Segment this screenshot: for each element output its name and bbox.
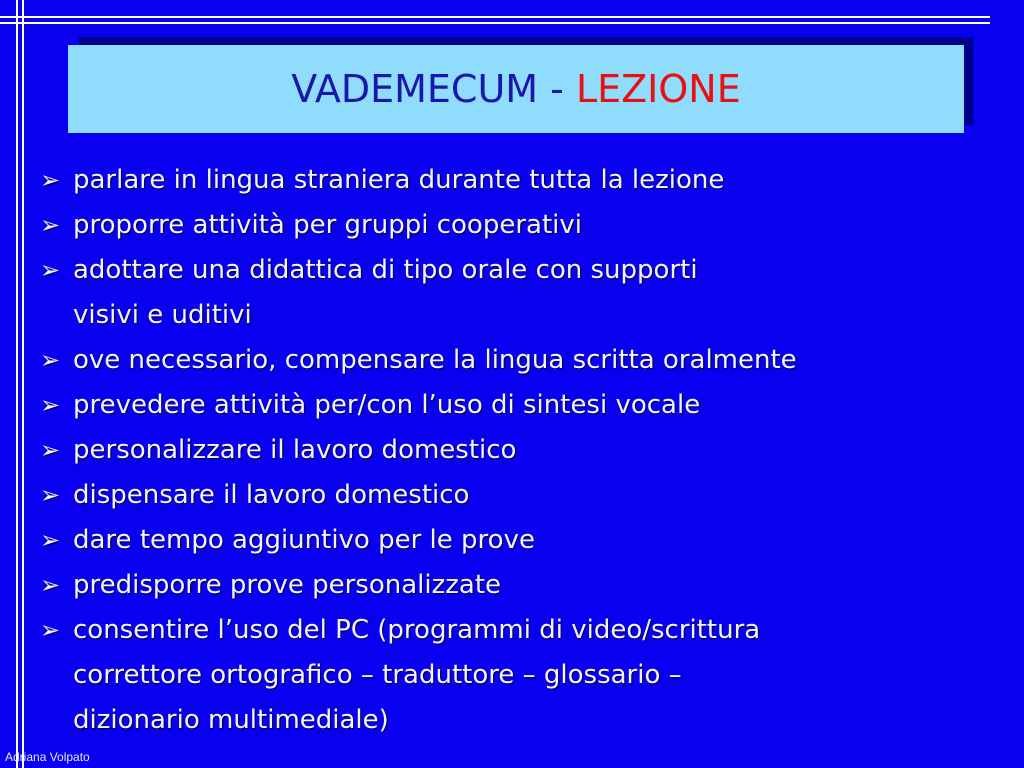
list-item-text: adottare una didattica di tipo orale con supporti (73, 255, 698, 285)
decorative-line-left (16, 0, 18, 768)
arrow-bullet-icon: ➢ (40, 256, 61, 284)
title-main: VADEMECUM (291, 67, 539, 111)
list-item-text: proporre attività per gruppi cooperativi (73, 210, 582, 240)
list-item-continuation-text: visivi e uditivi (73, 300, 252, 330)
title-separator: - (538, 67, 576, 111)
arrow-bullet-icon: ➢ (40, 571, 61, 599)
arrow-bullet-icon: ➢ (40, 211, 61, 239)
list-item-continuation-text: correttore ortografico – traduttore – glossario – (73, 660, 682, 690)
arrow-bullet-icon: ➢ (40, 166, 61, 194)
slide-title (291, 67, 741, 111)
arrow-bullet-icon: ➢ (40, 481, 61, 509)
list-item-text: ove necessario, compensare la lingua scritta oralmente (73, 345, 797, 375)
title-box (68, 45, 964, 133)
arrow-bullet-icon: ➢ (40, 436, 61, 464)
arrow-bullet-icon: ➢ (40, 391, 61, 419)
title-accent: LEZIONE (575, 67, 741, 111)
decorative-line-top-2 (0, 22, 990, 24)
list-item-text: consentire l’uso del PC (programmi di video/scrittura (73, 615, 761, 645)
decorative-line-left-2 (22, 0, 24, 768)
list-item-continuation-text: dizionario multimediale) (73, 705, 389, 735)
footer-author: Adriana Volpato (5, 750, 90, 764)
list-item-text: prevedere attività per/con l’uso di sintesi vocale (73, 390, 701, 420)
list-item-text: personalizzare il lavoro domestico (73, 435, 517, 465)
arrow-bullet-icon: ➢ (40, 616, 61, 644)
list-item-text: predisporre prove personalizzate (73, 570, 502, 600)
list-item-text: parlare in lingua straniera durante tutta la lezione (73, 165, 725, 195)
list-item-text: dare tempo aggiuntivo per le prove (73, 525, 535, 555)
list-item-text: dispensare il lavoro domestico (73, 480, 470, 510)
arrow-bullet-icon: ➢ (40, 346, 61, 374)
arrow-bullet-icon: ➢ (40, 526, 61, 554)
decorative-line-top (0, 16, 990, 18)
